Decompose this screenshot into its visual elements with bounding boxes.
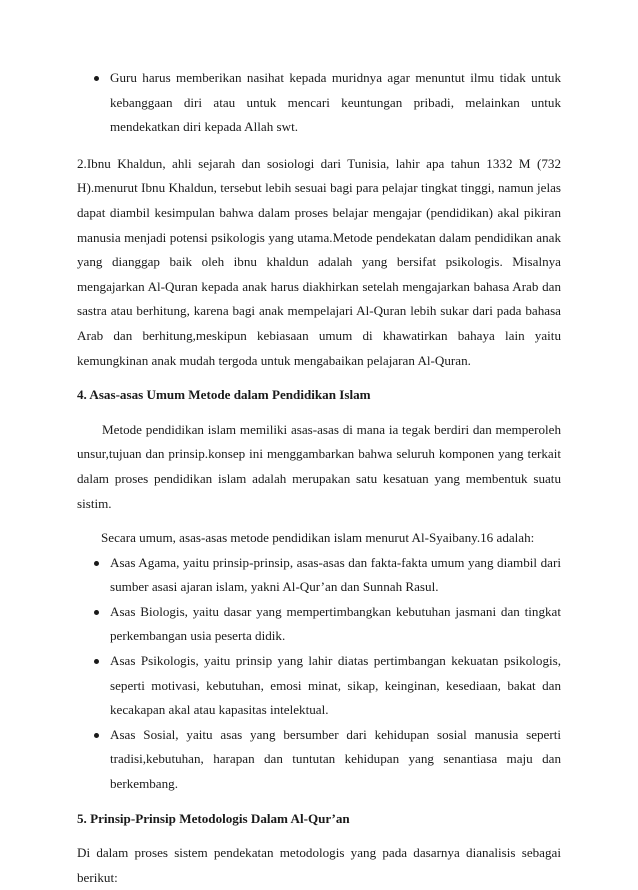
list-item: [77, 551, 561, 600]
section-5-paragraph: Di dalam proses sistem pendekatan metodologis yang pada dasarnya dianalisis sebagai berikut:: [77, 845, 561, 885]
top-bullet-list: [77, 66, 561, 140]
document-page: [77, 66, 561, 890]
section-4-heading: 4. Asas-asas Umum Metode dalam Pendidikan Islam: [77, 387, 371, 403]
bullet-icon: [94, 76, 99, 81]
list-item: [77, 649, 561, 723]
list-item: [77, 723, 561, 797]
section-4-paragraph-2: Secara umum, asas-asas metode pendidikan islam menurut Al-Syaibany.16 adalah:: [101, 530, 535, 546]
list-item-text: Asas Psikologis, yaitu prinsip yang lahir diatas pertimbangan kekuatan psikologis, seperti motivasi, kebutuhan, emosi minat, sikap, keinginan, kesediaan, bakat dan kecakapan akal atau kapasitas intelektual.: [110, 653, 561, 718]
bullet-icon: [94, 659, 99, 664]
list-item-text: Asas Agama, yaitu prinsip-prinsip, asas-asas dan fakta-fakta umum yang diambil dari sumber asasi ajaran islam, yakni Al-Qur’an dan Sunnah Rasul.: [110, 554, 561, 595]
bullet-icon: [94, 610, 99, 615]
section-2-paragraph: 2.Ibnu Khaldun, ahli sejarah dan sosiologi dari Tunisia, lahir apa tahun 1332 M (732 H).menurut Ibnu Khaldun, tersebut lebih sesuai bagi para pelajar tingkat tinggi, namun jelas dapat diambil kesimpulan bahwa dalam proses belajar mengajar (pendidikan) akal pikiran manusia menjadi potensi psikologis yang utama.Metode pendekatan dalam pendidikan anak yang dianggap baik oleh ibnu khaldun adalah yang bersifat psikologis. Misalnya mengajarkan Al-Quran kepada anak harus diakhirkan setelah mengajarkan bahasa Arab dan sastra atau berhitung, karena bagi anak mempelajari Al-Quran lebih sukar dari pada bahasa Arab dan berhitung,meskipun kebiasaan umum di khawatirkan bahaya lain yaitu kemungkinan anak mudah tergoda untuk mengabaikan pelajaran Al-Quran.: [77, 155, 561, 368]
bullet-icon: [94, 733, 99, 738]
section-4-paragraph-1: Metode pendidikan islam memiliki asas-asas di mana ia tegak berdiri dan memperoleh unsur,tujuan dan prinsip.konsep ini menggambarkan bahwa seluruh komponen yang terkait dalam proses pendidikan islam adalah merupakan satu kesatuan yang membentuk suatu sistim.: [77, 421, 561, 511]
list-item-text: Asas Sosial, yaitu asas yang bersumber dari kehidupan sosial manusia seperti tradisi,kebutuhan, harapan dan tuntutan kehidupan yang senantiasa maju dan berkembang.: [110, 726, 561, 792]
asas-bullet-list: [77, 551, 561, 797]
list-item-text: Guru harus memberikan nasihat kepada muridnya agar menuntut ilmu tidak untuk kebanggaan diri atau untuk mencari keuntungan pribadi, melainkan untuk mendekatkan diri kepada Allah swt.: [110, 70, 561, 135]
section-5-heading: 5. Prinsip-Prinsip Metodologis Dalam Al-Qur’an: [77, 810, 350, 826]
list-item: [77, 600, 561, 649]
list-item-text: Asas Biologis, yaitu dasar yang mempertimbangkan kebutuhan jasmani dan tingkat perkembangan usia peserta didik.: [110, 603, 561, 644]
list-item: [77, 66, 561, 140]
bullet-icon: [94, 561, 99, 566]
